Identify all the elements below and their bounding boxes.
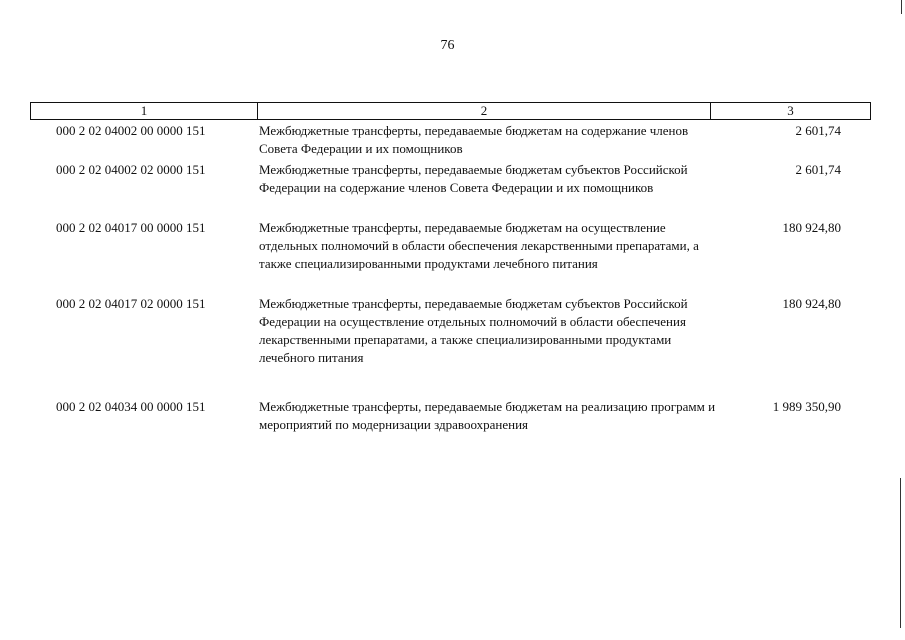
scan-edge-line (900, 478, 901, 628)
row-description: Межбюджетные трансферты, передаваемые бюджетам субъектов Российской Федерации на содержание членов Совета Федерации и их помощников (259, 162, 688, 195)
page-number: 76 (440, 38, 455, 53)
budget-code: 000 2 02 04017 02 0000 151 (56, 296, 206, 311)
scan-edge-mark (901, 0, 902, 14)
budget-code: 000 2 02 04017 00 0000 151 (56, 220, 206, 235)
row-amount: 180 924,80 (782, 296, 841, 311)
row-description: Межбюджетные трансферты, передаваемые бюджетам на осуществление отдельных полномочий в области обеспечения лекарственными препаратами, а также специализированными продуктами лечебного питания (259, 220, 699, 271)
row-amount: 1 989 350,90 (772, 399, 841, 414)
table-header (30, 102, 871, 120)
column-header-1: 1 (31, 103, 258, 119)
row-description: Межбюджетные трансферты, передаваемые бюджетам на реализацию программ и мероприятий по модернизации здравоохранения (259, 399, 716, 432)
budget-code: 000 2 02 04002 02 0000 151 (56, 162, 206, 177)
column-header-2: 2 (258, 103, 711, 119)
row-description: Межбюджетные трансферты, передаваемые бюджетам на содержание членов Совета Федерации и их помощников (259, 123, 689, 156)
column-header-3: 3 (787, 103, 794, 118)
row-amount: 2 601,74 (795, 123, 841, 138)
budget-code: 000 2 02 04034 00 0000 151 (56, 399, 206, 414)
row-amount: 180 924,80 (782, 220, 841, 235)
budget-code: 000 2 02 04002 00 0000 151 (56, 123, 206, 138)
row-amount: 2 601,74 (795, 162, 841, 177)
row-description: Межбюджетные трансферты, передаваемые бюджетам субъектов Российской Федерации на осуществление отдельных полномочий в области обеспечения лекарственными препаратами, а также специализированными продуктами лечебного питания (259, 296, 688, 365)
